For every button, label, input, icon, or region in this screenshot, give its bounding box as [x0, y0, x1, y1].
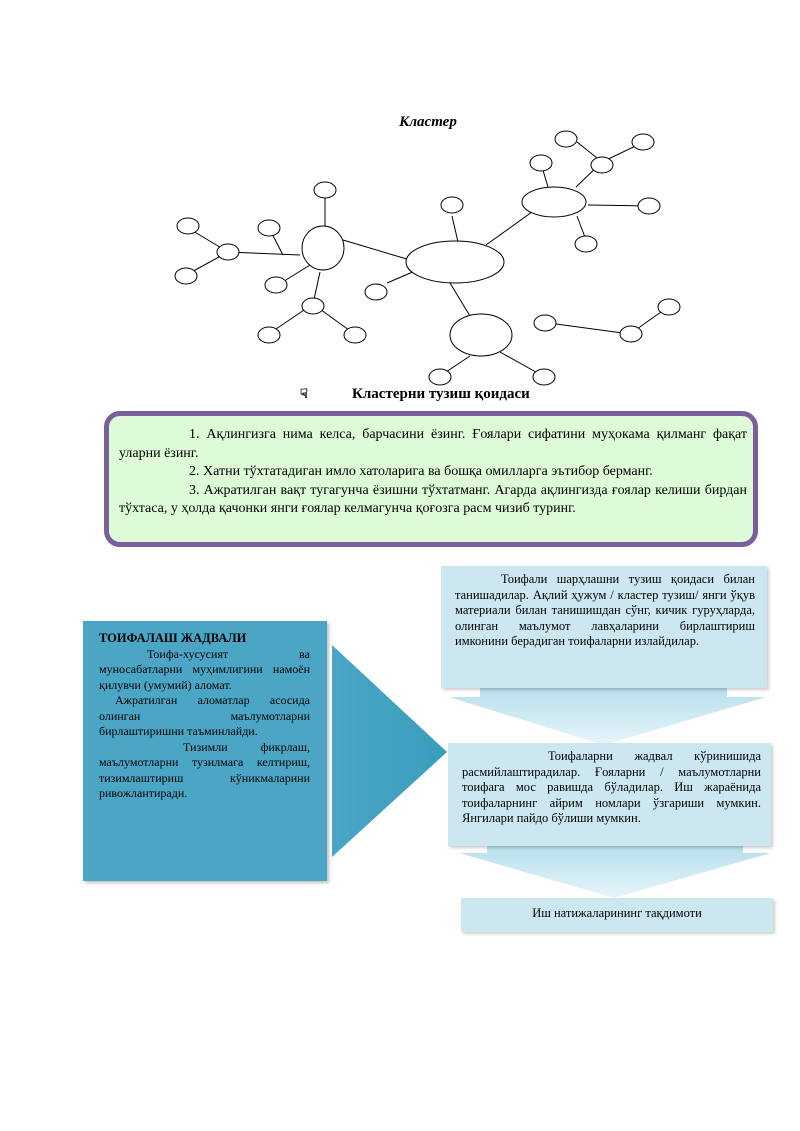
table-box-paragraph-3: Тизимли фикрлаш, маълумотларни тузилмага келтириш, тизимлаштириш кўникмаларини ривожлантиради. — [99, 739, 310, 800]
rule-item-2: 2. Хатни тўхтатадиган имло хатоларига ва бошқа омилларга эътибор берманг. — [189, 464, 653, 479]
rule-item-1: 1. Ақлингизга нима келса, барчасини ёзинг. Ғоялари сифатини муҳокама қилманг фақат уларни ёзинг. — [119, 427, 747, 461]
down-arrow-2 — [459, 846, 771, 898]
cluster-title: Кластер — [399, 114, 457, 130]
flow-step-2-text: Тоифаларни жадвал кўринишида расмийлаштирадилар. Ғояларни / маълумотларни тоифага мос равишда бўладилар. Иш жараёнида тоифаларнинг айрим номлари ўзгариши мумкин. Янгилари пайдо бўлиши мумкин. — [462, 749, 761, 825]
table-box-paragraph-2: Ажратилган аломатлар асосида олинган маълумотларни бирлаштиришни таъминлайди. — [99, 693, 310, 738]
flow-step-3-text: Иш натижаларининг тақдимоти — [532, 906, 702, 920]
pointer-hand-icon: ☟ — [300, 386, 308, 401]
table-box-paragraph-1: Тоифа-хусусият ва муносабатларни муҳимлигини намоён қилувчи (умумий) аломат. — [99, 646, 310, 692]
right-triangle-arrow — [332, 645, 447, 857]
flow-step-1-box — [441, 566, 767, 688]
flow-step-1-text: Тоифали шарҳлашни тузиш қоидаси билан танишадилар. Ақлий ҳужум / кластер тузиш/ янги ўқув материали билан танишишдан сўнг, кичик гуруҳларда, олинган маълумот лавҳаларини бирлаштириш имконини берадиган тоифаларни излайдилар. — [455, 572, 755, 648]
flow-step-3-box — [461, 898, 773, 932]
table-box-title: ТОИФАЛАШ ЖАДВАЛИ — [99, 631, 247, 645]
rule-item-3: 3. Ажратилган вақт тугагунча ёзишни тўхтатманг. Агарда ақлингизда ғоялар келиши бирдан тўхтаса, у ҳолда қачонки янги ғоялар келмагунча қоғозга расм чизиб туринг. — [119, 482, 747, 516]
categorization-table-box — [83, 621, 327, 881]
rules-heading-text: Кластерни тузиш қоидаси — [352, 386, 530, 402]
down-arrow-1 — [449, 688, 766, 745]
flow-step-2-box — [448, 743, 771, 846]
